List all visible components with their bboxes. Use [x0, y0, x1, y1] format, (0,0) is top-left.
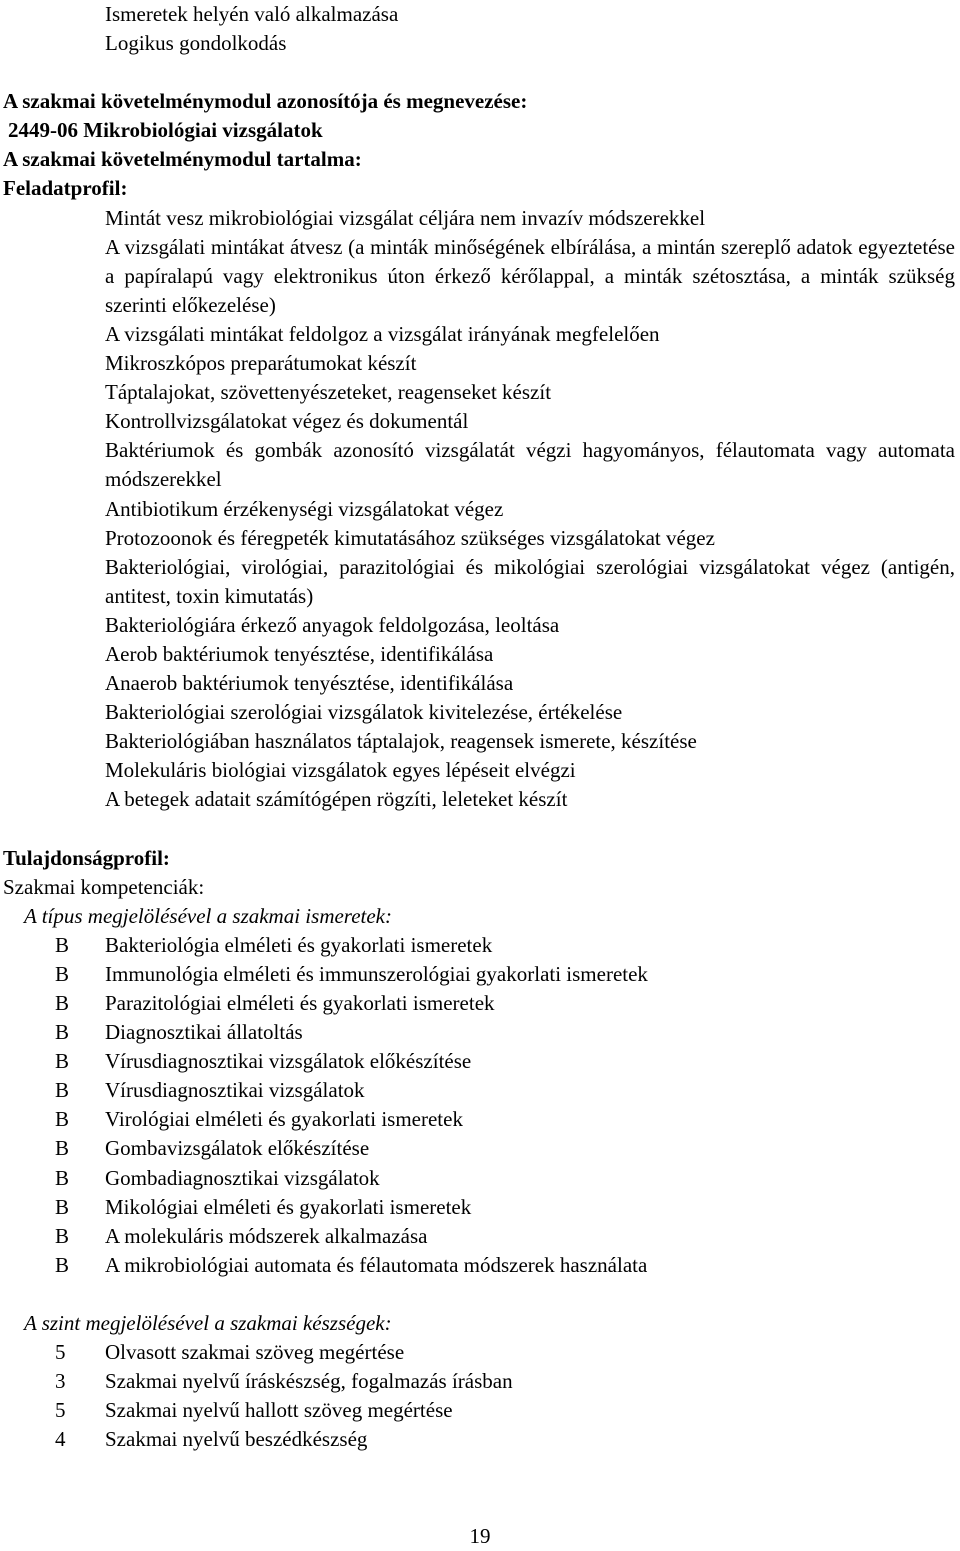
knowledge-item: [0, 1222, 960, 1251]
spacer: [0, 58, 960, 87]
knowledge-type-code: B: [55, 1252, 70, 1277]
task-item: Bakteriológiára érkező anyagok feldolgozása, leoltása: [105, 612, 560, 637]
knowledge-type-code: B: [55, 1107, 70, 1132]
knowledge-item: [0, 1251, 960, 1280]
knowledge-type-code: B: [55, 961, 70, 986]
knowledge-type-code: B: [55, 932, 70, 957]
knowledge-text: Vírusdiagnosztikai vizsgálatok: [105, 1078, 365, 1103]
knowledge-text: Virológiai elméleti és gyakorlati ismeretek: [105, 1107, 463, 1132]
skills-heading: A szint megjelölésével a szakmai készségek:: [24, 1310, 392, 1335]
property-profile-heading: Tulajdonságprofil:: [3, 845, 170, 870]
knowledge-heading: A típus megjelölésével a szakmai ismeretek:: [24, 903, 392, 928]
knowledge-type-code: B: [55, 1020, 70, 1045]
skills-list: [0, 1338, 960, 1454]
skill-item: [0, 1425, 960, 1454]
skill-level: 4: [55, 1427, 66, 1452]
knowledge-text: Immunológia elméleti és immunszerológiai gyakorlati ismeretek: [105, 961, 648, 986]
knowledge-text: Bakteriológia elméleti és gyakorlati ismeretek: [105, 932, 493, 957]
knowledge-item: [0, 1047, 960, 1076]
top-line: Logikus gondolkodás: [105, 31, 287, 56]
knowledge-type-code: B: [55, 1165, 70, 1190]
task-item: Anaerob baktériumok tenyésztése, identifikálása: [105, 671, 514, 696]
task-item: Kontrollvizsgálatokat végez és dokumentál: [105, 409, 469, 434]
task-item: Molekuláris biológiai vizsgálatok egyes lépéseit elvégzi: [105, 758, 576, 783]
knowledge-item: [0, 1105, 960, 1134]
knowledge-type-code: B: [55, 1194, 70, 1219]
knowledge-item: [0, 1018, 960, 1047]
knowledge-type-code: B: [55, 1136, 70, 1161]
module-id: 2449-06 Mikrobiológiai vizsgálatok: [8, 118, 323, 143]
task-item: Bakteriológiai, virológiai, parazitológiai és mikológiai szerológiai vizsgálatokat végez (antigén, antitest, toxin kimutatás): [105, 554, 955, 608]
knowledge-text: A molekuláris módszerek alkalmazása: [105, 1223, 428, 1248]
module-content-heading: A szakmai követelménymodul tartalma:: [3, 147, 362, 172]
knowledge-item: [0, 1193, 960, 1222]
spacer: [0, 1280, 960, 1309]
task-item: Protozoonok és féregpeték kimutatásához szükséges vizsgálatokat végez: [105, 525, 715, 550]
knowledge-text: Diagnosztikai állatoltás: [105, 1020, 303, 1045]
skill-item: [0, 1338, 960, 1367]
module-id-heading: A szakmai követelménymodul azonosítója és megnevezése:: [3, 89, 528, 114]
skill-text: Olvasott szakmai szöveg megértése: [105, 1340, 405, 1365]
task-item: A vizsgálati mintákat feldolgoz a vizsgálat irányának megfelelően: [105, 321, 660, 346]
knowledge-item: [0, 960, 960, 989]
knowledge-type-code: B: [55, 1049, 70, 1074]
task-item: Bakteriológiai szerológiai vizsgálatok kivitelezése, értékelése: [105, 700, 623, 725]
task-item: Mintát vesz mikrobiológiai vizsgálat céljára nem invazív módszerekkel: [105, 205, 706, 230]
skill-level: 5: [55, 1398, 66, 1423]
knowledge-item: [0, 1076, 960, 1105]
knowledge-text: Gombavizsgálatok előkészítése: [105, 1136, 370, 1161]
knowledge-type-code: B: [55, 991, 70, 1015]
knowledge-text: Mikológiai elméleti és gyakorlati ismeretek: [105, 1194, 472, 1219]
task-item: Baktériumok és gombák azonosító vizsgálatát végzi hagyományos, félautomata vagy automata módszerekkel: [105, 438, 955, 492]
knowledge-item: [0, 989, 960, 1018]
skill-item: [0, 1367, 960, 1396]
spacer: [0, 815, 960, 844]
knowledge-text: A mikrobiológiai automata és félautomata módszerek használata: [105, 1252, 648, 1277]
skill-text: Szakmai nyelvű íráskészség, fogalmazás írásban: [105, 1369, 513, 1394]
task-item: Aerob baktériumok tenyésztése, identifikálása: [105, 641, 494, 666]
top-line: Ismeretek helyén való alkalmazása: [105, 2, 399, 26]
skill-item: [0, 1396, 960, 1425]
skill-text: Szakmai nyelvű hallott szöveg megértése: [105, 1398, 453, 1423]
knowledge-text: Gombadiagnosztikai vizsgálatok: [105, 1165, 380, 1190]
task-item: Bakteriológiában használatos táptalajok, reagensek ismerete, készítése: [105, 729, 697, 754]
skill-level: 3: [55, 1369, 66, 1394]
knowledge-item: [0, 931, 960, 960]
task-profile-heading: Feladatprofil:: [3, 176, 128, 201]
page-number: 19: [469, 1524, 491, 1548]
task-list: [0, 204, 960, 815]
task-item: Antibiotikum érzékenységi vizsgálatokat végez: [105, 496, 504, 521]
task-item: A vizsgálati mintákat átvesz (a minták minőségének elbírálása, a mintán szereplő adatok egyeztetése a papíralapú vagy elektronikus úton érkező kérőlappal, a minták szétosztása, a minták szükség szerinti előkezelése): [105, 234, 955, 317]
task-item: A betegek adatait számítógépen rögzíti, leleteket készít: [105, 787, 568, 812]
task-item: Mikroszkópos preparátumokat készít: [105, 351, 417, 376]
competencies-label: Szakmai kompetenciák:: [3, 874, 205, 899]
knowledge-item: [0, 1134, 960, 1163]
knowledge-text: Vírusdiagnosztikai vizsgálatok előkészítése: [105, 1049, 472, 1074]
knowledge-type-code: B: [55, 1223, 70, 1248]
knowledge-list: [0, 931, 960, 1280]
skill-level: 5: [55, 1340, 66, 1365]
knowledge-type-code: B: [55, 1078, 70, 1103]
knowledge-item: [0, 1164, 960, 1193]
task-item: Táptalajokat, szövettenyészeteket, reagenseket készít: [105, 380, 552, 405]
skill-text: Szakmai nyelvű beszédkészség: [105, 1427, 368, 1452]
knowledge-text: Parazitológiai elméleti és gyakorlati ismeretek: [105, 991, 495, 1015]
